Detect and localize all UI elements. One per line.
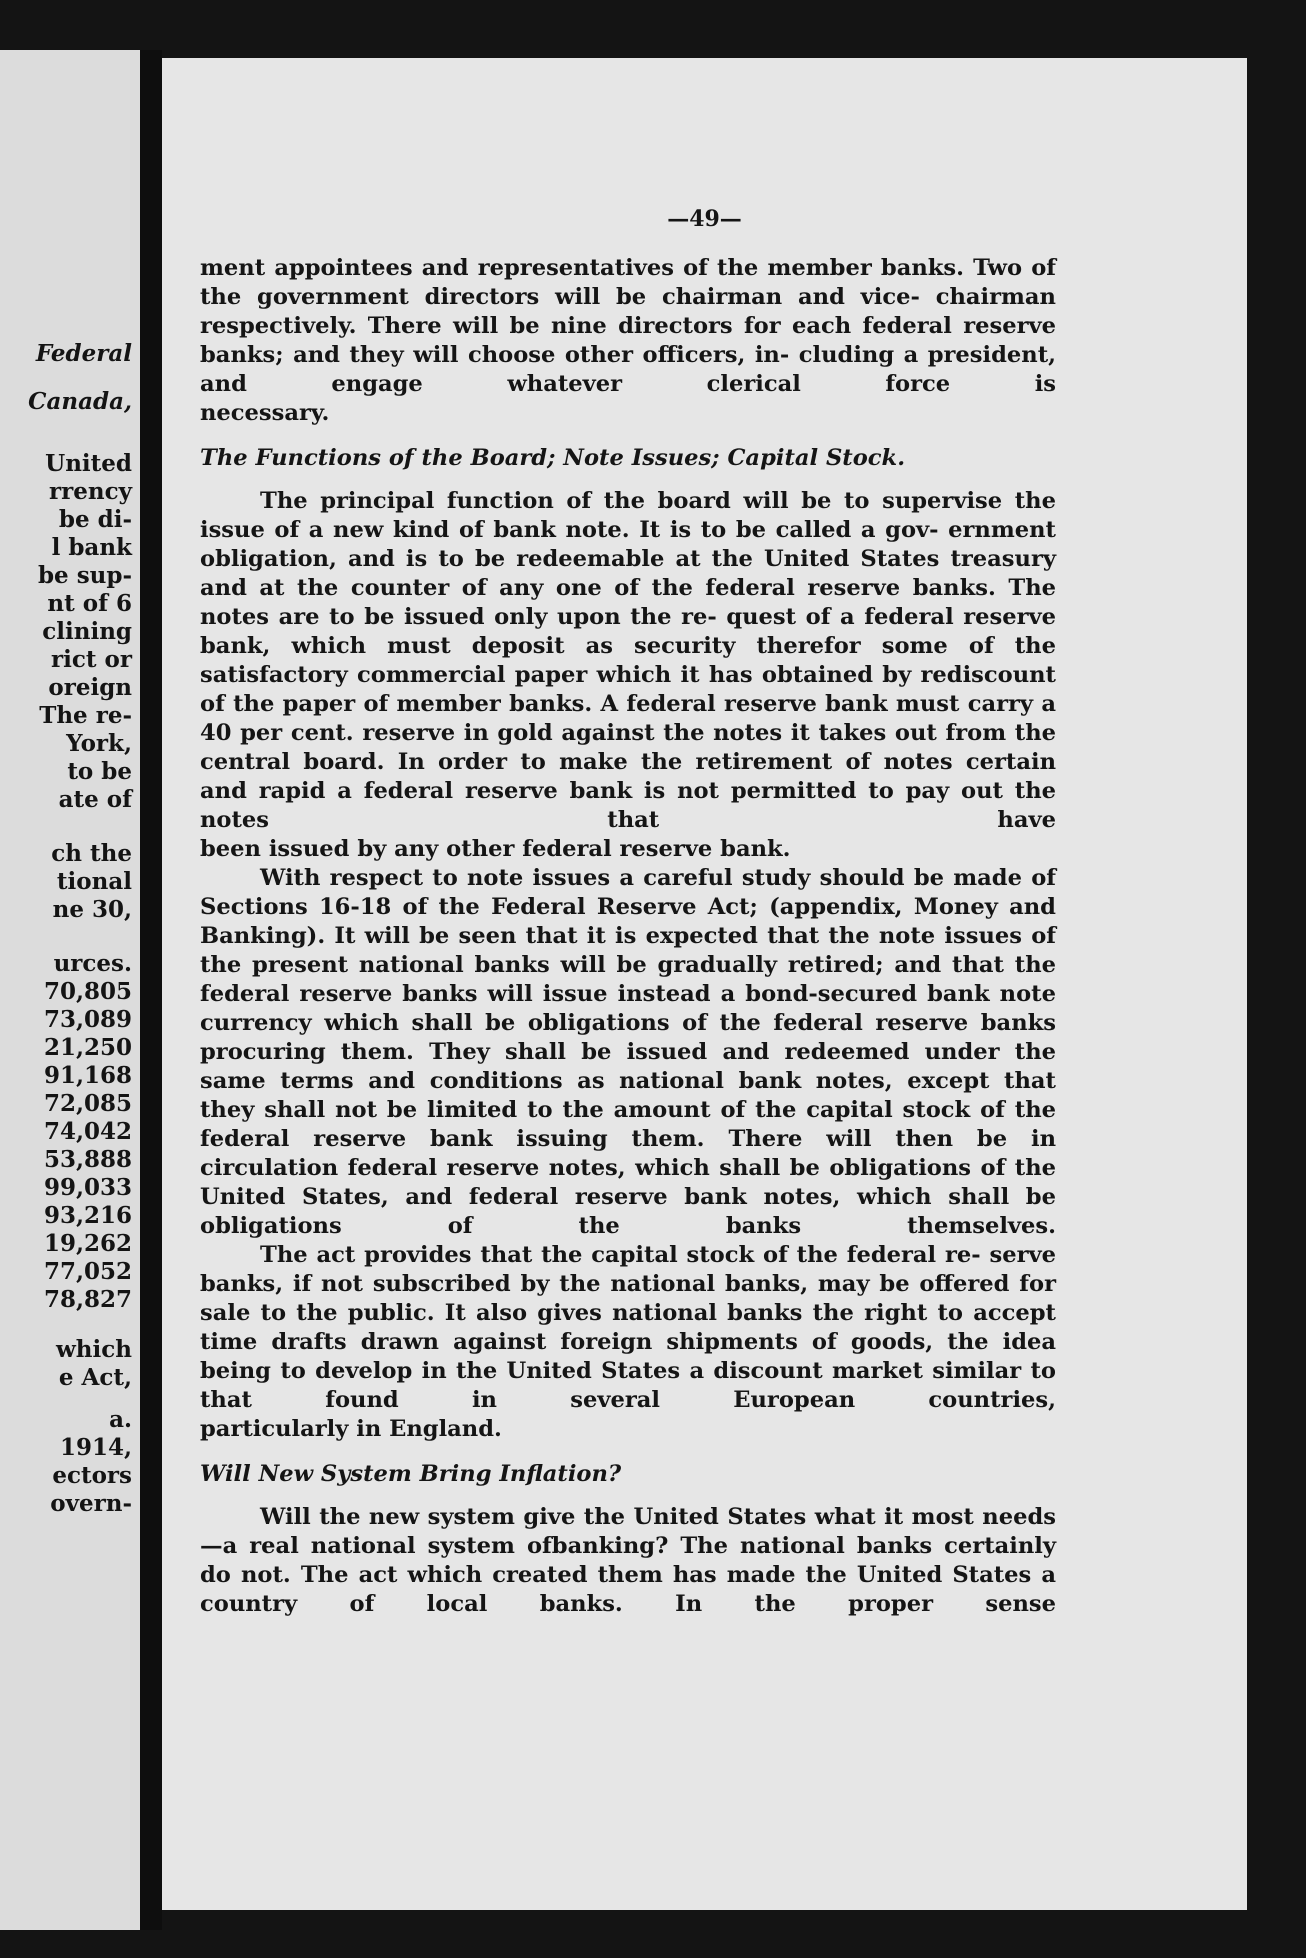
paragraph-1: ment appointees and representatives of the member banks. Two of the government directors will be chairman and vice- chairman respectively. There will be nine directors for each federal reserve banks; and they will choose other officers, in- cluding a president, and engage whatever clerical force is bbox=[200, 255, 1057, 397]
left-page-fragment: Canada, bbox=[28, 388, 132, 415]
paragraph-4: The act provides that the capital stock of the federal re- serve banks, if not subscribed by the national banks, may be offered for sale to the public. It also gives national banks the right to accept time drafts drawn against foreign shipments of goods, the idea being to develop in the United States a discount market similar to that found in several European countries, bbox=[200, 1242, 1057, 1413]
left-page-fragment: overn- bbox=[50, 1490, 132, 1517]
left-page-fragment: The re- bbox=[39, 702, 132, 729]
left-page-fragment: 70,805 bbox=[43, 978, 132, 1005]
left-page-fragment: York, bbox=[66, 730, 132, 757]
left-page-fragment: be di- bbox=[58, 506, 132, 533]
left-page-fragment: 53,888 bbox=[43, 1146, 132, 1173]
paragraph-4-end: particularly in England. bbox=[200, 1416, 502, 1442]
left-page-fragment: l bank bbox=[51, 534, 132, 561]
left-page-fragment: which bbox=[56, 1336, 132, 1363]
left-page-fragment: nt of 6 bbox=[47, 590, 132, 617]
left-page-fragment: rrency bbox=[49, 478, 132, 505]
left-page-fragment: 21,250 bbox=[43, 1034, 132, 1061]
left-page-fragment: 73,089 bbox=[43, 1006, 132, 1033]
page-number: —49— bbox=[667, 206, 742, 232]
left-page-fragment: 77,052 bbox=[43, 1258, 132, 1285]
left-page-fragment: ne 30, bbox=[52, 896, 132, 923]
paragraph-5: Will the new system give the United States what it most needs—a real national system ofbanking? The national banks certainly do not. The act which created them has made the United States a country of local banks. In the proper sense bbox=[200, 1504, 1057, 1617]
left-page-fragment: oreign bbox=[48, 674, 132, 701]
left-page-fragment: to be bbox=[67, 758, 132, 785]
left-page-fragment: ch the bbox=[51, 840, 132, 867]
left-page-fragment: 78,827 bbox=[43, 1286, 132, 1313]
page-text bbox=[200, 254, 1056, 1619]
paragraph-3: With respect to note issues a careful study should be made of Sections 16-18 of the Federal Reserve Act; (appendix, Money and Banking). It will be seen that it is expected that the note issues of the present national banks will be gradually retired; and that the federal reserve banks will issue instead a bond-secured bank note currency which shall be obligations of the federal reserve banks procuring them. They shall be issued and redeemed under the same terms and conditions as national bank notes, except that they shall not be limited to the amount of the capital stock of the federal reserve bank issuing them. There will then be in circulation federal reserve notes, which shall be obligations of the United States, and federal reserve bank notes, which shall be obligations of the banks themselves. bbox=[200, 865, 1056, 1239]
left-page-fragment: 1914, bbox=[59, 1434, 132, 1461]
left-page-fragment: tional bbox=[56, 868, 132, 895]
left-page-fragment: rict or bbox=[51, 646, 132, 673]
right-page bbox=[162, 58, 1247, 1910]
left-page-fragment: ectors bbox=[52, 1462, 132, 1489]
left-page-fragment: United bbox=[45, 450, 132, 477]
left-page-fragment: 19,262 bbox=[43, 1230, 132, 1257]
paragraph-2: The principal function of the board will be to supervise the issue of a new kind of bank note. It is to be called a gov- ernment obligation, and is to be redeemable at the United States treasury and at the counter of any one of the federal reserve banks. The notes are to be issued only upon the re- quest of a federal reserve bank, which must deposit as security therefor some of the satisfactory commercial paper which it has obtained by rediscount of the paper of member banks. A federal reserve bank must carry a 40 per cent. reserve in gold against the notes it takes out from the central board. In order to make the retirement of notes certain and rapid a federal reserve bank is not permitted to pay out the notes that have bbox=[200, 488, 1057, 833]
left-page-fragment: be sup- bbox=[37, 562, 132, 589]
left-page-fragment: 93,216 bbox=[43, 1202, 132, 1229]
section-heading-inflation: Will New System Bring Inflation? bbox=[200, 1461, 622, 1487]
left-page-fragment: clining bbox=[42, 618, 132, 645]
paragraph-1-end: necessary. bbox=[200, 400, 330, 426]
paragraph-2-end: been issued by any other federal reserve bank. bbox=[200, 836, 791, 862]
section-heading-functions: The Functions of the Board; Note Issues; Capital Stock. bbox=[200, 445, 906, 471]
left-page-fragment: ate of bbox=[58, 786, 132, 813]
left-page-fragment: 91,168 bbox=[43, 1062, 132, 1089]
left-page-fragment: Federal bbox=[35, 340, 132, 367]
left-page-fragment: urces. bbox=[53, 950, 132, 977]
left-page-fragment: a. bbox=[109, 1406, 132, 1433]
left-page-fragment: 72,085 bbox=[43, 1090, 132, 1117]
left-page-fragment: 74,042 bbox=[43, 1118, 132, 1145]
left-page-fragment: 99,033 bbox=[43, 1174, 132, 1201]
left-page-margin bbox=[0, 50, 140, 1930]
left-page-fragment: e Act, bbox=[58, 1364, 132, 1391]
book-gutter bbox=[140, 50, 162, 1930]
